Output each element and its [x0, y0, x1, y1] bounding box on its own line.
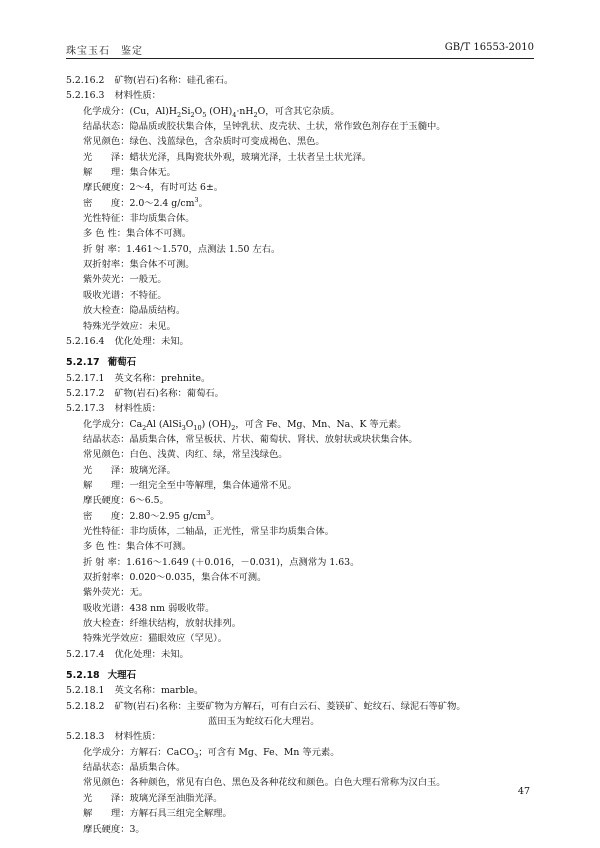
special-optical-effect: 特殊光学效应：猫眼效应（罕见）。 [83, 633, 228, 645]
clause-5-2-18-1: 5.2.18.1 英文名称：marble。 [66, 685, 204, 697]
density: 密 度：2.0～2.4 $g/cm^3$。 [83, 195, 208, 209]
optical-character: 光性特征：非均质集合体。 [83, 213, 195, 225]
mohs-hardness: 摩氏硬度：3。 [83, 823, 145, 835]
pleochroism: 多 色 性：集合体不可测。 [83, 228, 192, 240]
clause-5-2-17-1: 5.2.17.1 英文名称：prehnite。 [66, 372, 211, 384]
magnification: 放大检查：纤维状结构，放射状排列。 [83, 618, 242, 630]
pleochroism: 多 色 性：集合体不可测。 [83, 541, 192, 553]
crystal-state: 结晶状态：晶质集合体。 [83, 762, 186, 774]
clause-5-2-16-2: 5.2.16.2 矿物(岩石)名称：硅孔雀石。 [66, 75, 234, 86]
clause-5-2-17-3: 5.2.17.3 材料性质： [66, 403, 161, 415]
mohs-hardness: 摩氏硬度：6～6.5。 [83, 495, 169, 507]
luster: 光 泽：玻璃光泽。 [83, 464, 176, 476]
birefringence: 双折射率：集合体不可测。 [83, 259, 195, 271]
header-title: 珠宝玉石 鉴定 [66, 46, 143, 57]
cleavage: 解 理：一组完全至中等解理，集合体通常不见。 [83, 479, 297, 491]
crystal-state: 结晶状态：晶质集合体，常呈板状、片状、葡萄状、肾状、放射状或块状集合体。 [83, 433, 418, 445]
common-color: 常见颜色：各种颜色，常见有白色、黑色及各种花纹和颜色。白色大理石常称为汉白玉。 [83, 777, 446, 789]
density: 密 度：2.80～2.95 $g/cm^3$。 [83, 508, 220, 522]
chemical-composition: 化学成分：(Cu，$Al)H_2Si_2O_5$ $(OH)_4\cdot nH_2O$，可含其它杂质。 [83, 105, 340, 119]
luster: 光 泽：玻璃光泽至油脂光泽。 [83, 792, 223, 804]
refractive-index: 折 射 率：1.461～1.570，点测法 1.50 左右。 [83, 243, 281, 255]
header-rule [66, 58, 534, 59]
optical-character: 光性特征：非均质体，二轴晶，正光性，常呈非均质集合体。 [83, 525, 335, 537]
refractive-index: 折 射 率：1.616～1.649 (＋0.016，－0.031)，点测常为 1.63。 [83, 556, 360, 568]
chemical-composition: 化学成分：方解石：CaCO$_3$；可含有 Mg、Fe、Mn 等元素。 [83, 746, 340, 760]
chemical-composition: 化学成分：$Ca_2Al$ $(AlSi_3O_{10})$ $(OH)_2$，可含 Fe、Mg、Mn、Na、K 等元素。 [83, 418, 407, 432]
luster: 光 泽：蜡状光泽，具陶瓷状外观，玻璃光泽，土状者呈土状光泽。 [83, 151, 372, 163]
section-heading-5-2-18: 5.2.18 大理石 [66, 670, 137, 682]
clause-5-2-18-3: 5.2.18.3 材料性质： [66, 731, 161, 743]
common-color: 常见颜色：白色、浅黄、肉红、绿，常呈浅绿色。 [83, 449, 288, 461]
crystal-state: 结晶状态：隐晶质或胶状集合体，呈钟乳状、皮壳状、土状，常作致色剂存在于玉髓中。 [83, 121, 446, 133]
uv-fluorescence: 紫外荧光：一般无。 [83, 274, 167, 286]
clause-5-2-18-2: 5.2.18.2 矿物(岩石)名称：主要矿物为方解石，可有白云石、菱镁矿、蛇纹石、绿泥石等矿物。 [66, 700, 466, 712]
clause-5-2-17-2: 5.2.17.2 矿物(岩石)名称：葡萄石。 [66, 387, 224, 399]
header-standard-number: GB/T 16553-2010 [444, 42, 534, 53]
section-heading-5-2-17: 5.2.17 葡萄石 [66, 357, 137, 369]
uv-fluorescence: 紫外荧光：无。 [83, 587, 149, 599]
clause-5-2-16-4: 5.2.16.4 优化处理：未知。 [66, 335, 189, 347]
absorption-spectrum: 吸收光谱：438 nm 弱吸收带。 [83, 602, 215, 614]
page-number: 47 [517, 786, 530, 797]
birefringence: 双折射率：0.020～0.035，集合体不可测。 [83, 572, 267, 583]
cleavage: 解 理：集合体无。 [83, 167, 176, 179]
common-color: 常见颜色：绿色、浅蓝绿色，含杂质时可变成褐色、黑色。 [83, 136, 325, 148]
special-optical-effect: 特殊光学效应：未见。 [83, 320, 176, 332]
clause-5-2-17-4: 5.2.17.4 优化处理：未知。 [66, 648, 189, 660]
magnification: 放大检查：隐晶质结构。 [83, 305, 186, 317]
cleavage: 解 理：方解石具三组完全解理。 [83, 808, 232, 820]
mohs-hardness: 摩氏硬度：2～4，有时可达 6±。 [83, 182, 224, 194]
clause-5-2-18-2-continuation: 蓝田玉为蛇纹石化大理岩。 [208, 716, 320, 728]
absorption-spectrum: 吸收光谱：不特征。 [83, 289, 167, 301]
clause-5-2-16-3: 5.2.16.3 材料性质： [66, 90, 161, 102]
document-body [66, 73, 536, 837]
